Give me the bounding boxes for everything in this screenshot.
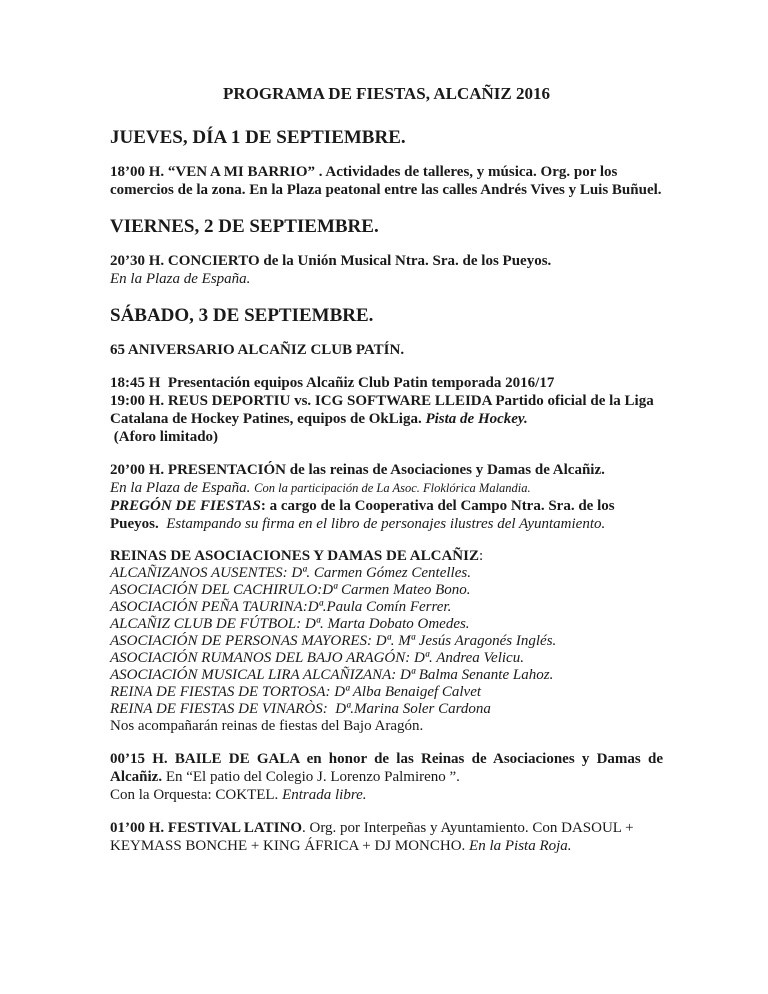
day-heading-viernes: VIERNES, 2 DE SEPTIEMBRE. — [110, 216, 379, 237]
gala-title: 00’15 H. BAILE DE GALA en honor de las Reinas de Asociaciones y Damas de Alcañiz. — [110, 751, 663, 785]
reinas-list — [110, 548, 663, 735]
event-1845-line: 18:45 H Presentación equipos Alcañiz Club Patin temporada 2016/17 — [110, 375, 555, 391]
reinas-heading-colon: : — [478, 548, 484, 564]
pregon-title: PREGÓN DE FIESTAS — [110, 498, 261, 514]
event-paragraph-hockey — [110, 374, 663, 446]
event-2000-note: Con la participación de La Asoc. Floklórica Malandia. — [254, 481, 531, 495]
latino-venue: En la Pista Roja. — [469, 838, 572, 854]
event-2030-place: En la Plaza de España. — [110, 271, 251, 287]
gala-venue: En “El patio del Colegio J. Lorenzo Palmireno ”. — [162, 769, 460, 785]
gala-orchestra: Con la Orquesta: COKTEL. — [110, 787, 283, 803]
reina-item: ASOCIACIÓN MUSICAL LIRA ALCAÑIZANA: Dª Balma Senante Lahoz. — [110, 667, 554, 683]
event-paragraph-festival-latino — [110, 819, 663, 855]
event-1900-venue: Pista de Hockey. — [425, 411, 528, 427]
reina-item: ASOCIACIÓN PEÑA TAURINA:Dª.Paula Comín Ferrer. — [110, 599, 452, 615]
reina-item: ASOCIACIÓN DEL CACHIRULO:Dª Carmen Mateo Bono. — [110, 582, 471, 598]
day-heading-jueves: JUEVES, DÍA 1 DE SEPTIEMBRE. — [110, 127, 406, 148]
reinas-footer: Nos acompañarán reinas de fiestas del Bajo Aragón. — [110, 718, 424, 734]
event-2000-place: En la Plaza de España. — [110, 480, 255, 496]
reina-item: ASOCIACIÓN DE PERSONAS MAYORES: Dª. Mª Jesús Aragonés Inglés. — [110, 633, 557, 649]
event-paragraph-gala — [110, 750, 663, 804]
event-paragraph-1800: 18’00 H. “VEN A MI BARRIO” . Actividades de talleres, y música. Org. por los comercios de la zona. En la Plaza peatonal entre las calles Andrés Vives y Luis Buñuel. — [110, 164, 662, 198]
pregon-text: : a cargo de la Cooperativa del Campo Ntra. Sra. de los Pueyos. — [110, 498, 615, 532]
event-2000-text: 20’00 H. PRESENTACIÓN de las reinas de Asociaciones y Damas de Alcañiz. — [110, 462, 605, 478]
event-2030-text: 20’30 H. CONCIERTO de la Unión Musical Ntra. Sra. de los Pueyos. — [110, 253, 552, 269]
reina-item: REINA DE FIESTAS DE VINARÒS: Dª.Marina Soler Cardona — [110, 701, 491, 717]
reina-item: ALCAÑIZ CLUB DE FÚTBOL: Dª. Marta Dobato Omedes. — [110, 616, 470, 632]
reinas-heading: REINAS DE ASOCIACIONES Y DAMAS DE ALCAÑIZ — [110, 548, 479, 564]
reina-item: ALCAÑIZANOS AUSENTES: Dª. Carmen Gómez Centelles. — [110, 565, 471, 581]
reina-item: ASOCIACIÓN RUMANOS DEL BAJO ARAGÓN: Dª. Andrea Velicu. — [110, 650, 524, 666]
reina-item: REINA DE FIESTAS DE TORTOSA: Dª Alba Benaigef Calvet — [110, 684, 482, 700]
event-paragraph-2030 — [110, 252, 663, 288]
anniversary-heading: 65 ANIVERSARIO ALCAÑIZ CLUB PATÍN. — [110, 342, 405, 358]
latino-text: . Org. por Interpeñas y Ayuntamiento. Con DASOUL + KEYMASS BONCHE + KING ÁFRICA + DJ MONCHO. — [110, 820, 634, 854]
event-1900-text: 19:00 H. REUS DEPORTIU vs. ICG SOFTWARE LLEIDA Partido oficial de la Liga Catalana de Hockey Patines, equipos de OkLiga. — [110, 393, 654, 427]
day-heading-sabado: SÁBADO, 3 DE SEPTIEMBRE. — [110, 305, 374, 326]
pregon-detail: Estampando su firma en el libro de personajes ilustres del Ayuntamiento. — [158, 516, 606, 532]
page-title: PROGRAMA DE FIESTAS, ALCAÑIZ 2016 — [223, 84, 550, 103]
gala-entry: Entrada libre. — [282, 787, 367, 803]
event-paragraph-presentacion — [110, 461, 663, 533]
latino-title: 01’00 H. FESTIVAL LATINO — [110, 820, 302, 836]
aforo-note: (Aforo limitado) — [110, 429, 219, 445]
